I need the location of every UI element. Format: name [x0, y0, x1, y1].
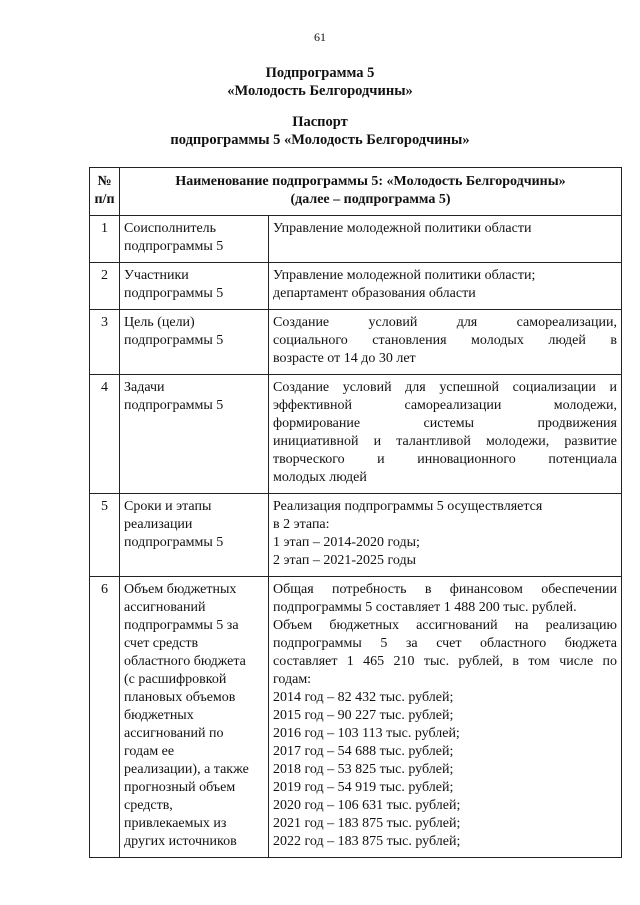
- row-number: 2: [90, 263, 120, 310]
- row-value-line: 1 этап – 2014-2020 годы;: [273, 535, 420, 550]
- row-value-line: составляет 1 465 210 тыс. рублей, в том числе по: [273, 654, 617, 669]
- row-value-line: Общая потребность в финансовом обеспечении: [273, 582, 617, 597]
- row-label-line: реализации), а также: [124, 762, 249, 777]
- header-name-line1: Наименование подпрограммы 5: «Молодость Белгородчины»: [175, 174, 566, 189]
- row-label: [120, 216, 269, 263]
- row-label-line: Сроки и этапы: [124, 499, 212, 514]
- row-value-line: годам:: [273, 672, 312, 687]
- row-value: [269, 375, 622, 494]
- table-row: [90, 216, 622, 263]
- row-label-line: Цель (цели): [124, 315, 195, 330]
- row-label-line: Соисполнитель: [124, 221, 217, 236]
- header-number-line2: п/п: [94, 192, 115, 207]
- row-value: [269, 216, 622, 263]
- row-value-line: 2022 год – 183 875 тыс. рублей;: [273, 834, 461, 849]
- row-value-line: 2020 год – 106 631 тыс. рублей;: [273, 798, 461, 813]
- row-value-line: департамент образования области: [273, 286, 476, 301]
- row-value-line: возрасте от 14 до 30 лет: [273, 351, 416, 366]
- passport-table: [89, 167, 622, 858]
- table-row: [90, 375, 622, 494]
- row-value-line: 2021 год – 183 875 тыс. рублей;: [273, 816, 461, 831]
- row-value-line: 2018 год – 53 825 тыс. рублей;: [273, 762, 454, 777]
- row-value-line: формирование системы продвижения: [273, 416, 617, 431]
- row-label-line: прогнозный объем: [124, 780, 236, 795]
- row-value-line: Создание условий для самореализации,: [273, 315, 617, 330]
- row-value-line: творческого и инновационного потенциала: [273, 452, 617, 467]
- row-label: [120, 263, 269, 310]
- subprogram-title-line1: Подпрограмма 5: [265, 65, 375, 81]
- row-label-line: Задачи: [124, 380, 165, 395]
- row-value-line: подпрограммы 5 за счет областного бюджета: [273, 636, 617, 651]
- row-number: 6: [90, 577, 120, 858]
- row-value-line: Управление молодежной политики области;: [273, 268, 536, 283]
- row-label-line: реализации: [124, 517, 193, 532]
- row-label-line: ассигнований: [124, 600, 206, 615]
- row-label-line: счет средств: [124, 636, 199, 651]
- row-label-line: подпрограммы 5: [124, 398, 224, 413]
- header-number-cell: [90, 168, 120, 216]
- row-value: [269, 310, 622, 375]
- table-header-row: [90, 168, 622, 216]
- row-number: 5: [90, 494, 120, 577]
- row-label: [120, 375, 269, 494]
- row-label-line: подпрограммы 5 за: [124, 618, 239, 633]
- row-label-line: других источников: [124, 834, 237, 849]
- row-label-line: привлекаемых из: [124, 816, 227, 831]
- table-row: [90, 263, 622, 310]
- row-value-line: 2017 год – 54 688 тыс. рублей;: [273, 744, 454, 759]
- row-value-line: Управление молодежной политики области: [273, 221, 532, 236]
- table-row: [90, 494, 622, 577]
- row-label-line: Участники: [124, 268, 189, 283]
- header-name-line2: (далее – подпрограмма 5): [290, 192, 451, 207]
- page-number: 61: [314, 30, 326, 44]
- row-value: [269, 494, 622, 577]
- row-label-line: подпрограммы 5: [124, 239, 224, 254]
- row-value-line: в 2 этапа:: [273, 517, 330, 532]
- row-label-line: (с расшифровкой: [124, 672, 227, 687]
- row-value-line: подпрограммы 5 составляет 1 488 200 тыс. рублей.: [273, 600, 577, 615]
- row-label-line: бюджетных: [124, 708, 194, 723]
- row-label-line: подпрограммы 5: [124, 333, 224, 348]
- row-label-line: средств,: [124, 798, 173, 813]
- row-value: [269, 577, 622, 858]
- table-row: [90, 577, 622, 858]
- row-label-line: плановых объемов: [124, 690, 236, 705]
- row-value-line: молодых людей: [273, 470, 367, 485]
- row-label-line: ассигнований по: [124, 726, 224, 741]
- row-label: [120, 577, 269, 858]
- subprogram-title-line2: «Молодость Белгородчины»: [227, 83, 413, 99]
- row-value-line: социального становления молодых людей в: [273, 333, 617, 348]
- row-label-line: областного бюджета: [124, 654, 246, 669]
- row-value-line: Создание условий для успешной социализации и: [273, 380, 617, 395]
- passport-title-line1: Паспорт: [292, 114, 348, 130]
- row-value-line: 2015 год – 90 227 тыс. рублей;: [273, 708, 454, 723]
- row-value-line: инициативной и талантливой молодежи, развитие: [273, 434, 617, 449]
- table-row: [90, 310, 622, 375]
- row-number: 1: [90, 216, 120, 263]
- row-label-line: подпрограммы 5: [124, 286, 224, 301]
- row-value: [269, 263, 622, 310]
- row-label: [120, 310, 269, 375]
- row-value-line: 2014 год – 82 432 тыс. рублей;: [273, 690, 454, 705]
- row-value-line: 2016 год – 103 113 тыс. рублей;: [273, 726, 460, 741]
- row-value-line: 2019 год – 54 919 тыс. рублей;: [273, 780, 454, 795]
- row-label-line: годам ее: [124, 744, 175, 759]
- header-name-cell: [120, 168, 622, 216]
- row-number: 3: [90, 310, 120, 375]
- row-value-line: эффективной самореализации молодежи,: [273, 398, 617, 413]
- row-number: 4: [90, 375, 120, 494]
- row-label-line: подпрограммы 5: [124, 535, 224, 550]
- passport-title: [0, 113, 640, 149]
- row-value-line: 2 этап – 2021-2025 годы: [273, 553, 417, 568]
- header-number-line1: №: [97, 174, 112, 189]
- row-label: [120, 494, 269, 577]
- row-value-line: Объем бюджетных ассигнований на реализацию: [273, 618, 617, 633]
- subprogram-title: [0, 64, 640, 100]
- row-value-line: Реализация подпрограммы 5 осуществляется: [273, 499, 543, 514]
- row-label-line: Объем бюджетных: [124, 582, 237, 597]
- passport-title-line2: подпрограммы 5 «Молодость Белгородчины»: [170, 132, 470, 148]
